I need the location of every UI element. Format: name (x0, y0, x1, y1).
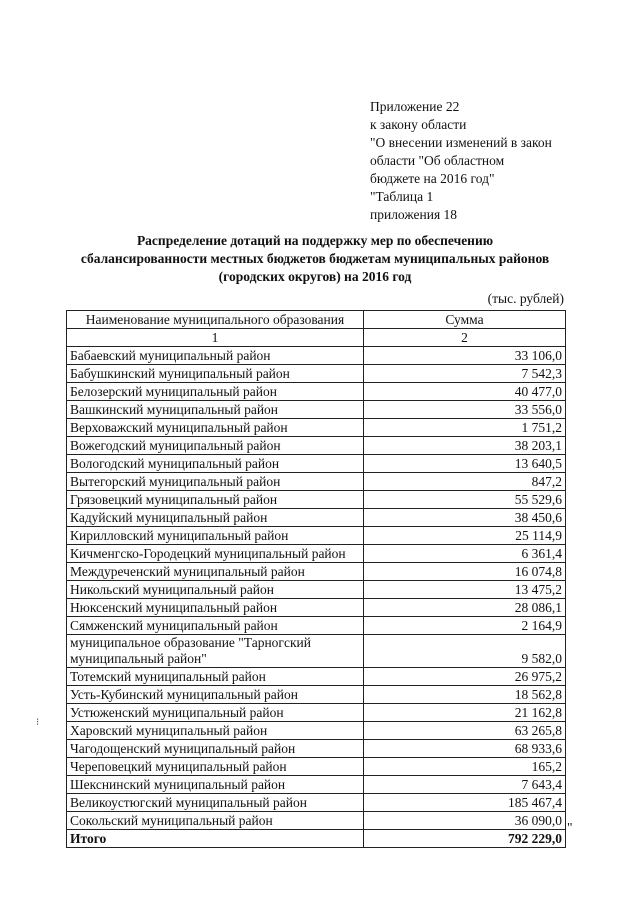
subsidy-amount: 55 529,6 (364, 491, 566, 509)
table-row (67, 599, 566, 617)
column-number-row (67, 329, 566, 347)
subsidy-amount: 13 640,5 (364, 455, 566, 473)
subsidy-amount: 16 074,8 (364, 563, 566, 581)
subsidy-amount: 7 643,4 (364, 776, 566, 794)
subsidy-amount: 1 751,2 (364, 419, 566, 437)
municipality-name: Никольский муниципальный район (67, 581, 364, 599)
document-title (60, 232, 570, 286)
subsidy-amount: 2 164,9 (364, 617, 566, 635)
table-row (67, 347, 566, 365)
appendix-line: "О внесении изменений в закон (370, 135, 552, 150)
closing-quote: " (567, 820, 573, 835)
appendix-line: приложения 18 (370, 207, 458, 222)
units-label: (тыс. рублей) (487, 291, 564, 306)
appendix-line: Приложение 22 (370, 99, 460, 114)
subsidy-amount: 18 562,8 (364, 686, 566, 704)
municipality-name: Кадуйский муниципальный район (67, 509, 364, 527)
header-name: Наименование муниципального образования (67, 311, 364, 329)
subsidy-amount: 847,2 (364, 473, 566, 491)
municipality-name: Сокольский муниципальный район (67, 812, 364, 830)
table-row (67, 419, 566, 437)
table-row (67, 776, 566, 794)
title-line: сбалансированности местных бюджетов бюджетам муниципальных районов (80, 251, 550, 266)
margin-mark: ⁝ (36, 717, 40, 728)
municipality-name: Череповецкий муниципальный район (67, 758, 364, 776)
municipality-name: Белозерский муниципальный район (67, 383, 364, 401)
municipality-name: Шекснинский муниципальный район (67, 776, 364, 794)
municipality-name: Усть-Кубинский муниципальный район (67, 686, 364, 704)
municipality-name: Харовский муниципальный район (67, 722, 364, 740)
subsidy-amount: 13 475,2 (364, 581, 566, 599)
municipality-name: Вашкинский муниципальный район (67, 401, 364, 419)
table-row (67, 635, 566, 668)
municipality-name: муниципальное образование "Тарногский муниципальный район" (67, 635, 364, 668)
subsidy-amount: 36 090,0 (364, 812, 566, 830)
subsidy-amount: 165,2 (364, 758, 566, 776)
municipality-name: Тотемский муниципальный район (67, 668, 364, 686)
total-label: Итого (67, 830, 364, 848)
subsidy-amount: 6 361,4 (364, 545, 566, 563)
title-line: Распределение дотаций на поддержку мер по обеспечению (136, 233, 494, 248)
table-row (67, 545, 566, 563)
table-row (67, 668, 566, 686)
table-row (67, 437, 566, 455)
table-row (67, 491, 566, 509)
subsidy-amount: 38 450,6 (364, 509, 566, 527)
subsidy-amount: 7 542,3 (364, 365, 566, 383)
municipality-name: Вожегодский муниципальный район (67, 437, 364, 455)
subsidy-amount: 38 203,1 (364, 437, 566, 455)
municipality-name: Бабушкинский муниципальный район (67, 365, 364, 383)
subsidy-table (66, 310, 566, 848)
header-sum: Сумма (364, 311, 566, 329)
col-number-2: 2 (364, 329, 566, 347)
table-body (67, 347, 566, 830)
table-row (67, 704, 566, 722)
subsidy-amount: 25 114,9 (364, 527, 566, 545)
municipality-name: Нюксенский муниципальный район (67, 599, 364, 617)
table-row (67, 812, 566, 830)
municipality-name: Кичменгско-Городецкий муниципальный район (67, 545, 364, 563)
table-row (67, 473, 566, 491)
table-row (67, 401, 566, 419)
subsidy-amount: 68 933,6 (364, 740, 566, 758)
subsidy-amount: 9 582,0 (364, 635, 566, 668)
subsidy-amount: 63 265,8 (364, 722, 566, 740)
table-row (67, 794, 566, 812)
municipality-name: Междуреченский муниципальный район (67, 563, 364, 581)
table-header-row (67, 311, 566, 329)
subsidy-amount: 33 556,0 (364, 401, 566, 419)
table-row (67, 758, 566, 776)
table-row (67, 383, 566, 401)
appendix-reference (370, 98, 610, 224)
appendix-line: бюджете на 2016 год" (370, 171, 495, 186)
table-row (67, 686, 566, 704)
total-row (67, 830, 566, 848)
municipality-name: Вологодский муниципальный район (67, 455, 364, 473)
municipality-name: Кирилловский муниципальный район (67, 527, 364, 545)
municipality-name: Грязовецкий муниципальный район (67, 491, 364, 509)
table-row (67, 722, 566, 740)
municipality-name: Бабаевский муниципальный район (67, 347, 364, 365)
subsidy-amount: 26 975,2 (364, 668, 566, 686)
subsidy-amount: 28 086,1 (364, 599, 566, 617)
table-row (67, 509, 566, 527)
municipality-name: Сямженский муниципальный район (67, 617, 364, 635)
subsidy-amount: 33 106,0 (364, 347, 566, 365)
municipality-name: Верховажский муниципальный район (67, 419, 364, 437)
table-row (67, 455, 566, 473)
table-row (67, 740, 566, 758)
municipality-name: Устюженский муниципальный район (67, 704, 364, 722)
municipality-name: Великоустюгский муниципальный район (67, 794, 364, 812)
table-row (67, 617, 566, 635)
table-row (67, 581, 566, 599)
total-value: 792 229,0 (364, 830, 566, 848)
municipality-name: Вытегорский муниципальный район (67, 473, 364, 491)
subsidy-amount: 40 477,0 (364, 383, 566, 401)
table-row (67, 563, 566, 581)
col-number-1: 1 (67, 329, 364, 347)
table-row (67, 527, 566, 545)
table-row (67, 365, 566, 383)
subsidy-amount: 185 467,4 (364, 794, 566, 812)
subsidy-amount: 21 162,8 (364, 704, 566, 722)
appendix-line: области "Об областном (370, 153, 505, 168)
municipality-name: Чагодощенский муниципальный район (67, 740, 364, 758)
appendix-line: к закону области (370, 117, 467, 132)
title-line: (городских округов) на 2016 год (218, 269, 412, 284)
appendix-line: "Таблица 1 (370, 189, 434, 204)
